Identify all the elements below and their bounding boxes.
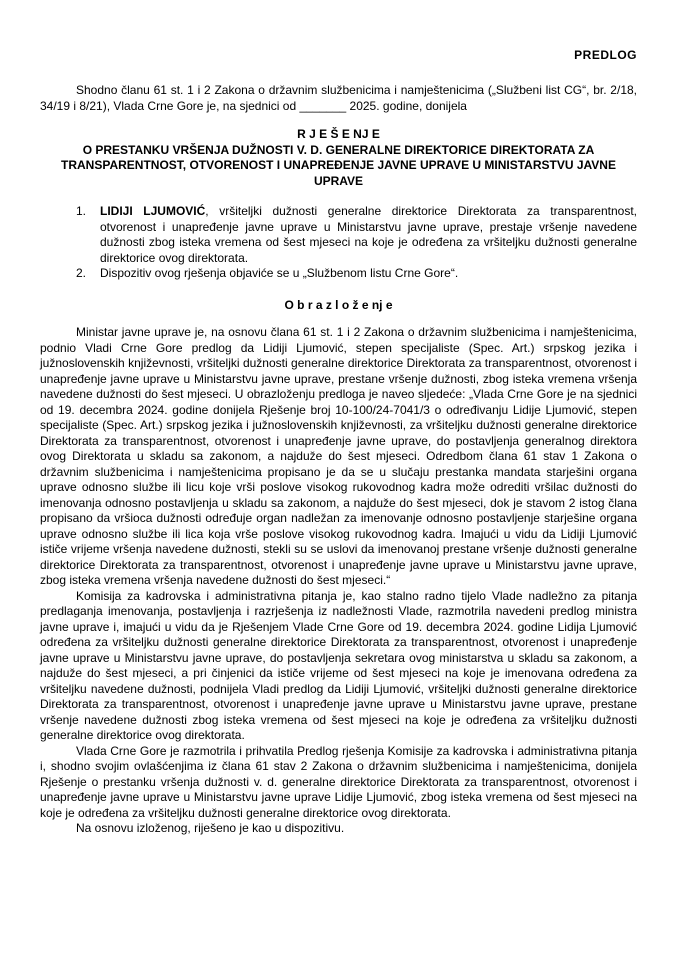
doc-subtitle: O PRESTANKU VRŠENJA DUŽNOSTI V. D. GENERALNE DIREKTORICE DIREKTORATA ZA TRANSPARENTNOST, OTVORENOST I UNAPREĐENJE JAVNE UPRAVE U MINISTARSTVU JAVNE UPRAVE (61, 142, 616, 188)
section-heading: O b r a z l o ž e nj e (284, 297, 393, 312)
list-item (40, 204, 637, 266)
list-item-body: , vršiteljki dužnosti generalne direktorice Direktorata za transparentnost, otvorenost i unapređenje javne uprave u Ministarstvu javne uprave, prestaje vršenje navedene dužnosti zbog isteka vremena od šest mjeseci na koje je određena za vršiteljku dužnosti generalne direktorice ovog direktorata. (100, 204, 637, 265)
dispositive-list (40, 204, 637, 282)
paragraph-obrazlozenje-3: Vlada Crne Gore je razmotrila i prihvatila Predlog rješenja Komisije za kadrovska i administrativna pitanja i, shodno svojim ovlašćenjima iz člana 61 stav 2 Zakona o državnim službenicima i namještenicima, donijela Rješenje o prestanku vršenja dužnosti v. d. generalne direktorice Direktorata za transparentnost, otvorenost i unapređenje javne uprave u Ministarstvu javne uprave Lidije Ljumović, zbog isteka vremena od šest mjeseci na koje je određena za vršiteljku dužnosti generalne direktorice ovog direktorata. (40, 743, 637, 820)
list-item (40, 266, 637, 282)
list-item-text (100, 266, 637, 282)
doc-label: PREDLOG (574, 48, 637, 62)
list-item-text (100, 204, 637, 266)
list-item-body: Dispozitiv ovog rješenja objaviće se u „Službenom listu Crne Gore“. (100, 266, 459, 280)
paragraph-obrazlozenje-1: Ministar javne uprave je, na osnovu člana 61 st. 1 i 2 Zakona o državnim službenicima i namještenicima, podnio Vladi Crne Gore predlog da Lidiji Ljumović, stepen specijaliste (Spec. Art.) srpskog jezika i južnoslovenskih književnosti, vršiteljki dužnosti generalne direktorice Direktorata za transparentnost, otvorenost i unapređenje javne uprave u Ministarstvu javne uprave, prestane vršenje dužnosti, zbog isteka vremena vršenja navedene dužnosti do šest mjeseci. U obrazloženju predloga je naveo sljedeće: „Vlada Crne Gore je na sjednici od 19. decembra 2024. godine donijela Rješenje broj 10-100/24-7041/3 o određivanju Lidije Ljumović, stepen specijaliste (Spec. Art.) srpskog jezika i južnoslovenskih književnosti, za vršiteljku dužnosti generalne direktorice Direktorata za transparentnost, otvorenost i unapređenje javne uprave, do postavljenja generalnog direktora ovog Direktorata u skladu sa zakonom, a najduže do šest mjeseci. Odredbom člana 61 stav 1 Zakona o državnim službenicima i namještenicima propisano je da se u slučaju prestanka mandata starješini organa uprave odnosno službe ili licu koje vrši poslove visokog rukovodnog kadra može odrediti vršilac dužnosti do imenovanja odnosno postavljenja u skladu sa zakonom, a najduže do šest mjeseci, dok je stavom 2 istog člana propisano da vršioca dužnosti određuje organ nadležan za imenovanje odnosno postavljenje starješine organa uprave odnosno službe ili lica koja vrše poslove visokog rukovodnog kadra. Imajući u vidu da Lidiji Ljumović ističe vrijeme vršenja navedene dužnosti, stekli su se uslovi da imenovanoj prestane vršenje dužnosti generalne direktorice Direktorata za transparentnost, otvorenost i unapređenje javne uprave u Ministarstvu javne uprave, zbog isteka vremena vršenja navedene dužnosti do šest mjeseci.“ (40, 325, 637, 587)
title-block (40, 127, 637, 189)
list-item-number: 2. (76, 266, 87, 280)
list-item-number: 1. (76, 204, 87, 218)
paragraph-obrazlozenje-2: Komisija za kadrovska i administrativna pitanja je, kao stalno radno tijelo Vlade nadležno za pitanja predlaganja imenovanja, postavljenja i razrješenja iz nadležnosti Vlade, razmotrila navedeni predlog ministra javne uprave i, imajući u vidu da je Rješenjem Vlade Crne Gore od 19. decembra 2024. godine Lidija Ljumović određena za vršiteljku dužnosti generalne direktorice Direktorata za transparentnost, otvorenost i unapređenje javne uprave u Ministarstvu javne uprave, do postavljenja sekretara ovog ministarstva u skladu sa zakonom, a najduže do šest mjeseci, a pri činjenici da ističe vrijeme od šest mjeseci na koje je imenovana određena za vršiteljku navedene dužnosti, podnijela Vladi predlog da Lidiji Ljumović, vršiteljki dužnosti generalne direktorice Direktorata za transparentnost, otvorenost i unapređenje javne uprave u Ministarstvu javne uprave, prestane vršenje navedene dužnosti zbog isteka vremena od šest mjeseci na koje je određena za vršiteljku dužnosti generalne direktorice ovog direktorata. (40, 588, 637, 742)
intro-paragraph: Shodno članu 61 st. 1 i 2 Zakona o državnim službenicima i namještenicima („Službeni list CG“, br. 2/18, 34/19 i 8/21), Vlada Crne Gore je, na sjednici od _______ 2025. godine, donijela (40, 83, 637, 113)
person-name: LIDIJI LJUMOVIĆ (100, 204, 206, 218)
paragraph-closing: Na osnovu izloženog, riješeno je kao u dispozitivu. (76, 821, 345, 835)
doc-title: R J E Š E NJ E (297, 127, 380, 141)
